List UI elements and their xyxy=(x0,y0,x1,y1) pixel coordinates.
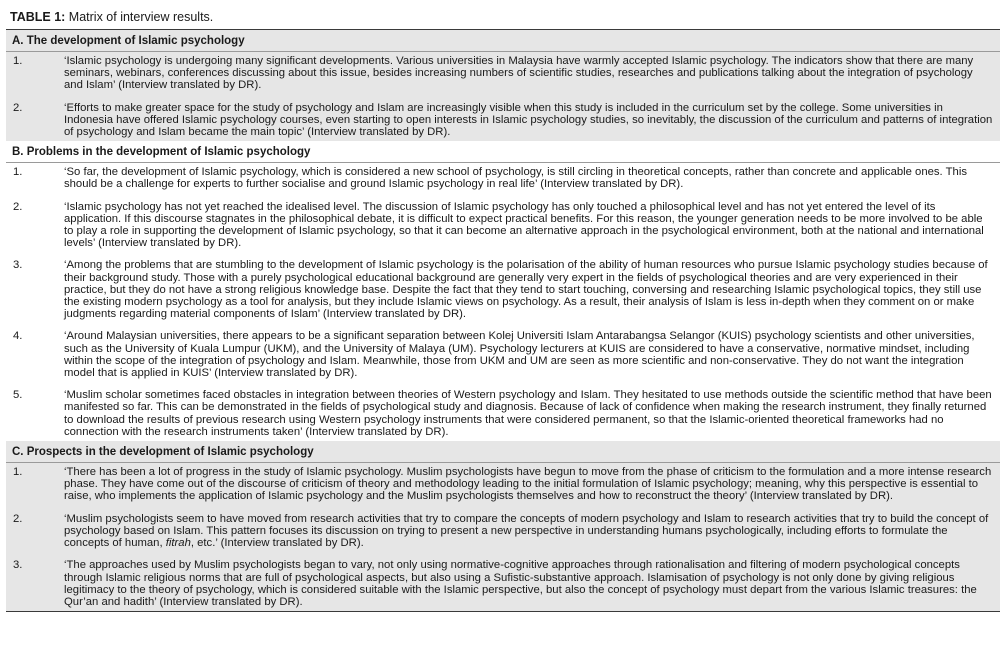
section-heading: B. Problems in the development of Islamic psychology xyxy=(6,141,1000,163)
table-row xyxy=(6,163,1000,193)
row-text: ‘The approaches used by Muslim psychologists began to vary, not only using normative-cognitive approaches through rationalisation and filtering of modern psychological concepts through Islamic religious norms that are full of psychological aspects, but also using a Sufistic-substantive approach. Islamisation of psychology is not only done by giving religious legitimacy to the theory of psychology, which is considered suitable with the Islamic perspective, but also the concept of psychology must depart from the various Islamic treasures: the Qur’an and hadith’ (Interview translated by DR). xyxy=(64,559,977,608)
table-row xyxy=(6,556,1000,611)
row-number: 4. xyxy=(13,330,23,343)
section-prospects xyxy=(6,441,1000,611)
table-row xyxy=(6,99,1000,142)
table-row xyxy=(6,52,1000,95)
row-number: 1. xyxy=(13,466,23,479)
table-row xyxy=(6,463,1000,506)
row-text: ‘Islamic psychology has not yet reached the idealised level. The discussion of Islamic psychology has only touched a philosophical level and has not yet entered the level of its application. If this discourse stagnates in the philosophical debate, it is difficult to expect practical benefits. For this reason, the younger generation needs to be more involved to be able to play a role in supporting the development of Islamic psychology, so that it can become an alternative approach in the psychological environment, both at the national and international levels’ (Interview translated by DR). xyxy=(64,200,984,250)
row-text: ‘There has been a lot of progress in the study of Islamic psychology. Muslim psychologists have begun to move from the phase of criticism to the formulation and a more intense research phase. They have come out of the discourse of criticism of theory and methodology leading to the initial formulation of Islamic psychology; meaning, why this perspective is essential to raise, who implements the application of Islamic psychology and the Muslim psychologists themselves and how to reconstruct the theory’ (Interview translated by DR). xyxy=(64,466,992,503)
row-number: 3. xyxy=(13,259,23,272)
row-text: ‘Islamic psychology is undergoing many significant developments. Various universities in Malaysia have warmly accepted Islamic psychology. The indicators show that there are many seminars, webinars, conferences discussing about this issue, besides increasing numbers of scientific studies, researches and publications talking about the integration of psychology and Islam’ (Interview translated by DR). xyxy=(64,55,974,92)
table-row xyxy=(6,386,1000,441)
table-row xyxy=(6,198,1000,253)
table-caption-label: TABLE 1: xyxy=(10,10,66,24)
row-number: 2. xyxy=(13,512,23,525)
row-text: ‘Around Malaysian universities, there appears to be a significant separation between Kolej Universiti Islam Antarabangsa Selangor (KUIS) psychology scientists and other universities, such as the University of Kuala Lumpur (UKM), and the University of Malaya (UM). Psychology lecturers at KUIS are considered to have a conservative, normative mindset, including within the scope of the integration of psychology and Islam. Meanwhile, those from UKM and UM are seen as more scientific and non-conservative. They do not want the integration model that is applied in KUIS’ (Interview translated by DR). xyxy=(64,330,975,380)
row-text: ‘Efforts to make greater space for the study of psychology and Islam are increasingly visible when this study is included in the curriculum set by the college. Some universities in Indonesia have offered Islamic psychology courses, even starting to open interests in Islamic psychology studies, so inevitably, the discussion of the curriculum and patterns of integration of psychology and Islam became the main topic’ (Interview translated by DR). xyxy=(64,101,993,139)
row-number: 1. xyxy=(13,166,23,179)
row-text: ‘Muslim psychologists seem to have moved from research activities that try to compare the concepts of modern psychology and Islam to research activities that try to build the concept of psychology based on Islam. This pattern focuses its discussion on trying to present a new perspective in understanding humans psychologically, including efforts to formulate the concepts of human, fitrah, etc.’ (Interview translated by DR). xyxy=(64,512,989,550)
row-text: ‘Among the problems that are stumbling to the development of Islamic psychology is the polarisation of the ability of human resources who pursue Islamic psychology studies because of their background study. Those with a purely psychological educational background are generally very expert in the fields of psychological theories and are very experienced in their practice, but they do not have a strong religious knowledge base. Despite the fact that they tend to start touching, conversing and researching Islamic psychological topics, they still use the existing modern psychology as a tool for analysis, but they include Islamic views on psychology. As a result, their analysis of Islam is less in-depth when they comment on or make judgments regarding material components of Islam’ (Interview translated by DR). xyxy=(64,259,988,321)
row-number: 1. xyxy=(13,55,23,67)
section-development xyxy=(6,30,1000,141)
interview-results-table xyxy=(6,29,1000,612)
row-number: 2. xyxy=(13,200,23,213)
table-caption xyxy=(10,9,213,25)
row-number: 3. xyxy=(13,559,23,572)
table-caption-text: Matrix of interview results. xyxy=(65,10,214,24)
row-number: 5. xyxy=(13,389,23,402)
section-heading: C. Prospects in the development of Islamic psychology xyxy=(6,441,1000,463)
row-number: 2. xyxy=(13,101,23,114)
section-heading: A. The development of Islamic psychology xyxy=(6,30,1000,52)
row-text: ‘So far, the development of Islamic psychology, which is considered a new school of psychology, is still circling in theoretical concepts, rather than concrete and applicable ones. This should be a challenge for experts to further socialise and ground Islamic psychology in real life’ (Interview translated by DR). xyxy=(64,166,967,191)
table-row xyxy=(6,510,1000,553)
table-row xyxy=(6,327,1000,382)
section-problems xyxy=(6,141,1000,441)
row-text: ‘Muslim scholar sometimes faced obstacles in integration between theories of Western psychology and Islam. They hesitated to use methods outside the scientific method that have been manifested so far. This can be demonstrated in the fields of psychological study and diagnosis. Because of lack of confidence when making the research instrument, they finally returned to download the results of previous research using Western psychology instruments that were considered permanent, so that the Islamic-oriented theoretical frameworks had no connection with the research instruments taken’ (Interview translated by DR). xyxy=(64,389,992,438)
table-row xyxy=(6,256,1000,323)
